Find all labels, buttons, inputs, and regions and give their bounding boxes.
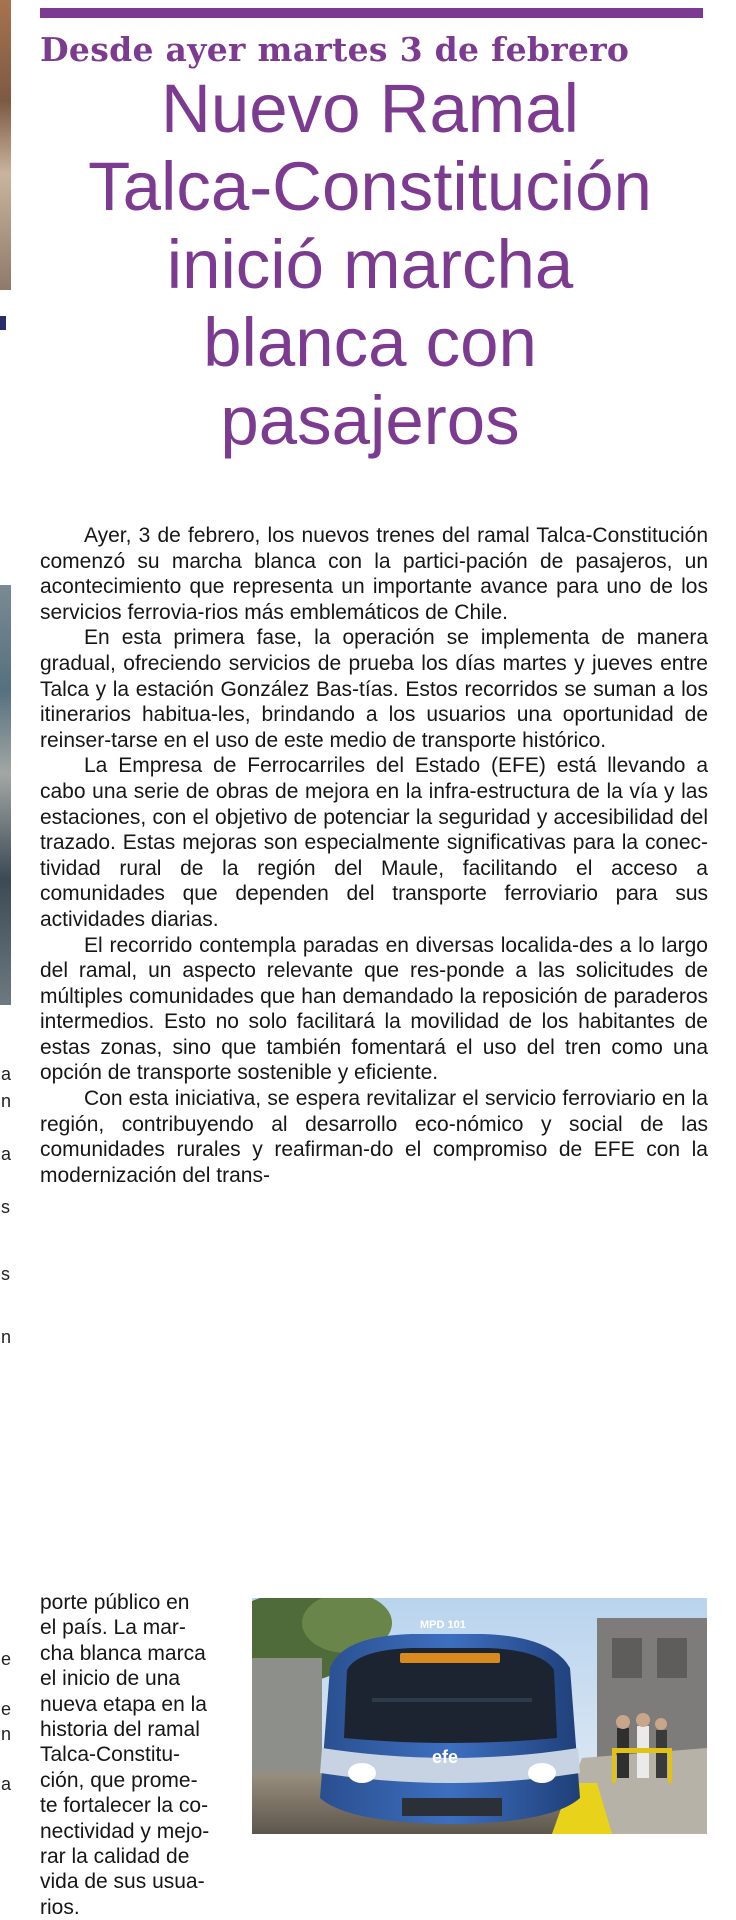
headline-line: Nuevo Ramal: [160, 70, 579, 147]
adjacent-column-strip: a n a s s n e e n a: [0, 0, 11, 1840]
article-body: [40, 523, 708, 1188]
text-line: porte público en: [40, 1591, 190, 1614]
text-line: nueva etapa en la: [40, 1692, 207, 1716]
top-rule: [40, 8, 703, 18]
headline-line: Talca-Constitución: [88, 148, 652, 225]
headline-line: inició marcha: [166, 226, 574, 303]
headline-line: pasajeros: [220, 382, 520, 459]
paragraph: La Empresa de Ferrocarriles del Estado (EFE) está llevando a cabo una serie de obras de mejora en la infra-estructura de la vía y las estaciones, con el objetivo de potenciar la seguridad y accesibilidad del trazado. Estas mejoras son especialmente significativas para la conec-tividad rural de la región del Maule, facilitando el acceso a comunidades que dependen del transporte ferroviario para sus actividades diarias.: [40, 754, 708, 931]
paragraph: El recorrido contempla paradas en diversas localida-des a lo largo del ramal, un aspecto relevante que res-ponde a las solicitudes de múltiples comunidades que han demandado la reposición de paraderos intermedios. Esto no solo facilitará la movilidad de los habitantes de estas zonas, sino que también fomentará el uso del tren como una opción de transporte sostenible y eficiente.: [40, 933, 708, 1085]
text-line: vida de sus usua-: [40, 1870, 205, 1894]
text-line: rios.: [40, 1895, 80, 1919]
paragraph: Ayer, 3 de febrero, los nuevos trenes del ramal Talca-Constitución comenzó su marcha blanca con la partici-pación de pasajeros, un acontecimiento que representa un importante avance para uno de los servicios ferrovia-rios más emblemáticos de Chile.: [40, 524, 708, 624]
text-line: historia del ramal: [40, 1718, 200, 1742]
headline-line: blanca con: [203, 304, 537, 381]
headline: [20, 70, 720, 460]
text-line: el país. La mar-: [40, 1616, 186, 1640]
text-line: rar la calidad de: [40, 1845, 190, 1869]
article-final-column: [40, 1590, 250, 1920]
text-line: Talca-Constitu-: [40, 1743, 181, 1767]
text-line: te fortalecer la co-: [40, 1794, 209, 1818]
train-number-label: MPD 101: [420, 1619, 466, 1631]
paragraph: Con esta iniciativa, se espera revitalizar el servicio ferroviario en la región, contribuyendo al desarrollo eco-nómico y social de las comunidades rurales y reafirman-do el compromiso de EFE con la modernización del trans-: [40, 1087, 708, 1187]
train-photo: [252, 1598, 707, 1834]
adjacent-photo-fragment: [0, 585, 11, 1005]
paragraph: En esta primera fase, la operación se implementa de manera gradual, ofreciendo servicios de prueba los días martes y jueves entre Talca y la estación González Bas-tías. Estos recorridos se suman a los itinerarios habitua-les, brindando a los usuarios una oportunidad de reinser-tarse en el uso de este medio de transporte histórico.: [40, 626, 708, 752]
text-line: ción, que prome-: [40, 1768, 198, 1792]
text-line: nectividad y mejo-: [40, 1819, 210, 1843]
adjacent-mark: [0, 316, 6, 330]
adjacent-photo-fragment: [0, 0, 11, 290]
text-line: cha blanca marca: [40, 1641, 206, 1665]
text-line: el inicio de una: [40, 1667, 181, 1691]
kicker: Desde ayer martes 3 de febrero: [40, 30, 630, 69]
efe-logo: efe: [432, 1747, 459, 1767]
